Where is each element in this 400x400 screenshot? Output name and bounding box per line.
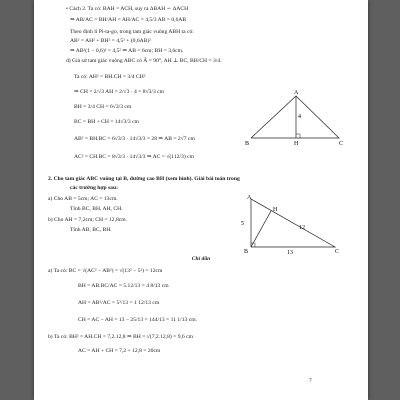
line-16: Tính BC, BH, AH, CH.	[70, 206, 123, 212]
line-11: AB² = BH.BC = 6√3/3 · 14√3/3 = 28 ⇒ AB = 2√7 cm	[74, 136, 195, 142]
line-22: AH = AB²/AC = 5²/13 = 1 12/13 cm	[78, 300, 160, 306]
line-13: 2. Cho tam giác ABC vuông tại B, đường cao BH (xem hình). Giải bài toán trong	[48, 176, 240, 182]
line-4: AB² = AH² + BH² = 4,5² + (0,6AB)²	[70, 38, 151, 44]
line-9: BH = 3/4 CH = 6√3/3 cm	[74, 104, 132, 110]
triangle-figure-2	[239, 193, 349, 255]
line-23: CH = AC − AH = 13 − 25/13 = 144/13 = 11 1/13 cm.	[78, 317, 197, 323]
triangle-figure-1	[239, 88, 349, 148]
fig2-label-c: C	[335, 249, 340, 255]
section-heading-chi-dan: Chỉ dẫn	[191, 256, 211, 262]
line-25: AC = AH + CH = 7,2 + 12,8 = 20cm	[78, 348, 161, 354]
fig2-label-ac: 13	[287, 250, 293, 255]
line-14: các trường hợp sau:	[70, 185, 118, 191]
line-8: ⇒ CH = 2/√3 AH = 2/√3 · 4 = 8√3/3 cm	[74, 89, 165, 95]
line-10: BC = BH + CH = 14√3/3 cm	[74, 119, 139, 125]
fig1-label-side: 4	[298, 114, 301, 120]
fig2-label-h: H	[273, 207, 278, 213]
fig2-label-b: B	[244, 249, 249, 255]
line-17: b) Cho AH = 7,2cm; CH = 12,8cm.	[48, 217, 128, 223]
fig1-label-a: A	[294, 90, 299, 96]
line-3: Theo định lí Pi-ta-go, trong tam giác vuông ABH ta có:	[70, 29, 194, 35]
line-24: b) Ta có: BH² = AH.CH = 7,2.12,8 ⇒ BH = √(7,2.12,8) = 9,6 cm	[48, 334, 193, 340]
fig1-label-h: H	[294, 141, 299, 147]
line-20: a) Ta có: BC = √(AC² − AB²) = √(13² − 5²) = 12cm	[48, 268, 163, 274]
fig1-label-b: B	[245, 141, 250, 147]
document-page	[34, 0, 368, 400]
line-18: Tính AB, BC, BH.	[70, 227, 112, 233]
line-6: d) Giả sử tam giác vuông ABC có Â = 90°, AH ⊥ BC, BH/CH = 3/4.	[66, 58, 222, 64]
fig2-label-bc: 12	[299, 225, 305, 231]
fig2-label-a: A	[247, 195, 252, 201]
line-12: AC² = CH.BC = 8√3/3 · 14√3/3 ⇒ AC = √(112/3) cm	[74, 154, 194, 160]
line-15: a) Cho AB = 5cm; AC = 13cm.	[48, 196, 118, 202]
line-5: ⇒ AB²(1 − 0,6)² = 4,5² ⇒ AB = 6cm; BH = 3,6cm.	[70, 48, 184, 54]
line-2: ⇒ AB/AC = BH/AH = AH/AC = 4,5/3 AB = 0,6AB	[70, 17, 187, 23]
fig2-label-ab: 5	[241, 221, 244, 227]
line-21: BH = AB.BC/AC = 5.12/13 = 4 8/13 cm	[78, 283, 169, 289]
page-number: 7	[309, 378, 312, 384]
line-7: Ta có: AH² = BH.CH = 3/4 CH²	[74, 74, 146, 80]
line-1: • Cách 2. Ta có: BAH = ACH, suy ra ΔBAH ∽ ΔACH	[66, 6, 189, 12]
fig1-label-c: C	[339, 141, 344, 147]
